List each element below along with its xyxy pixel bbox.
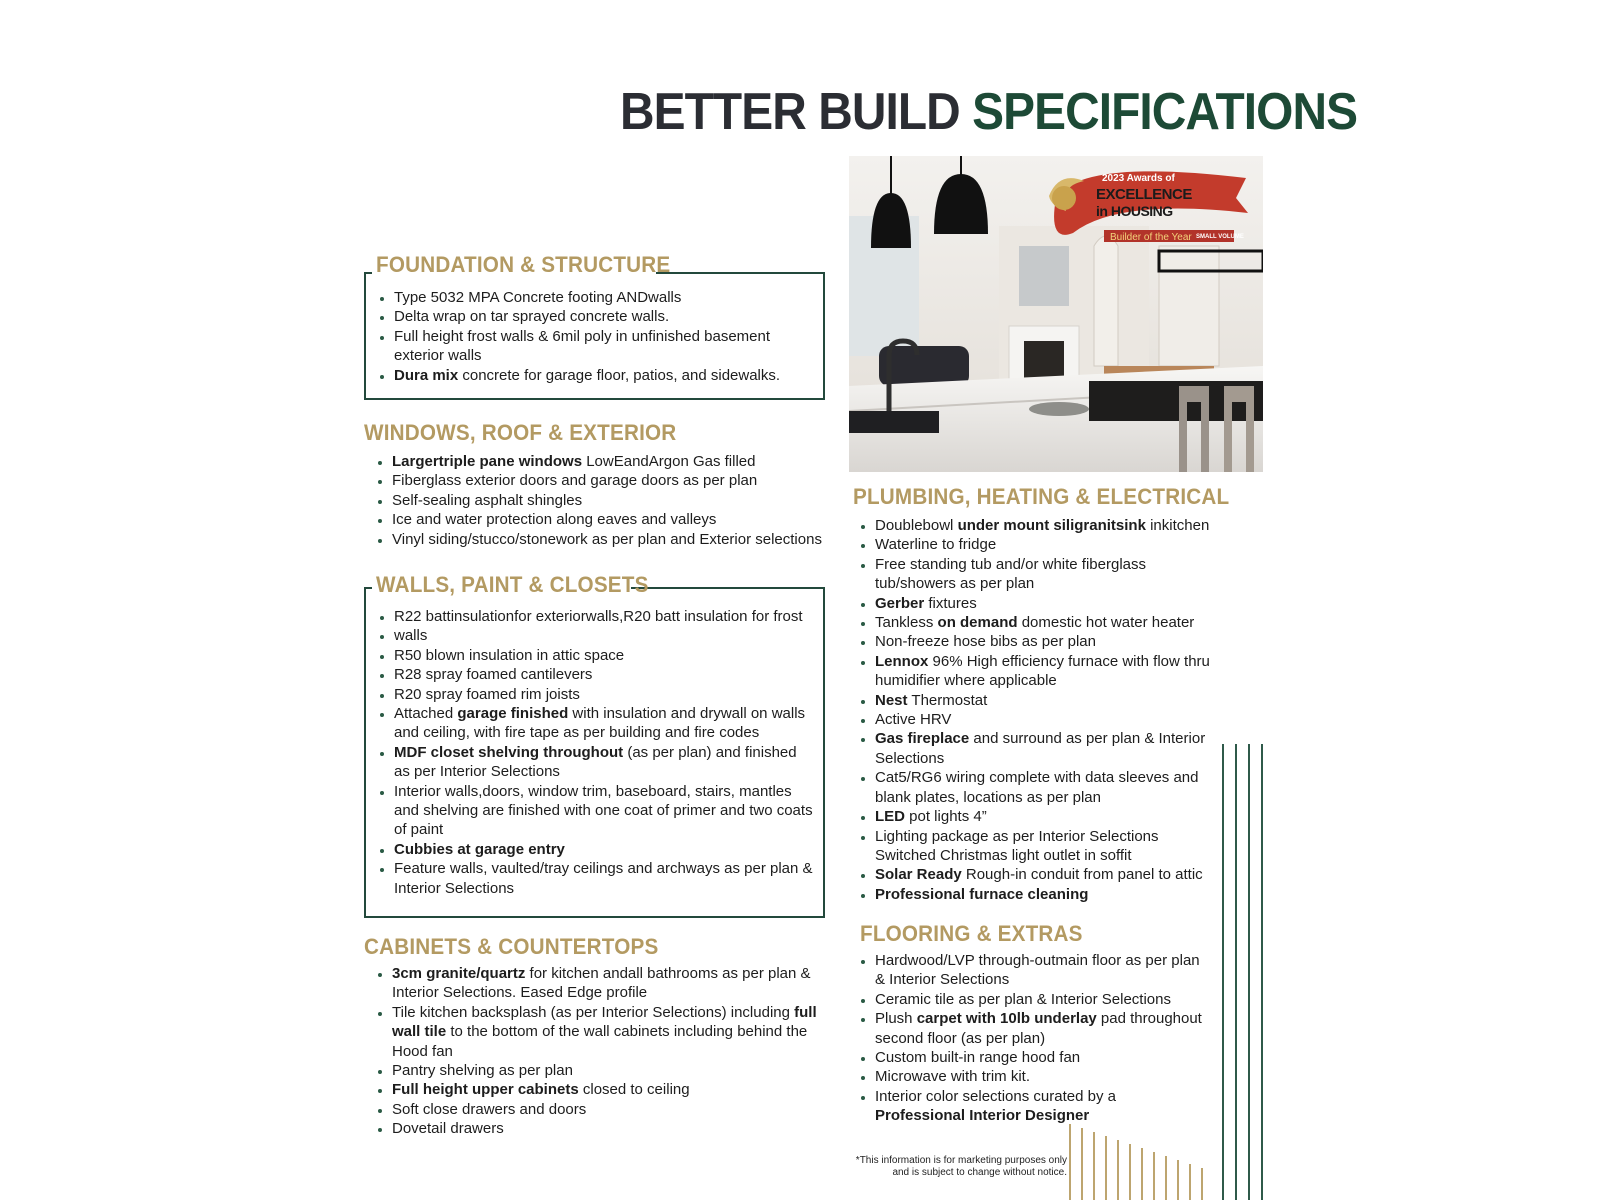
list-item: Attached garage finished with insulation and drywall on walls and ceiling, with fire tape as per building and fire codes bbox=[374, 704, 814, 743]
disclaimer-text: *This information is for marketing purposes only and is subject to change without notice. bbox=[855, 1155, 1067, 1178]
badge-line-1: 2023 Awards of bbox=[1102, 173, 1175, 184]
list-item: Professional furnace cleaning bbox=[855, 885, 1223, 904]
list-item: Largertriple pane windows LowEandArgon Gas filled bbox=[372, 452, 834, 471]
badge-line-2: EXCELLENCE bbox=[1096, 186, 1192, 203]
list-item: Full height frost walls & 6mil poly in unfinished basement exterior walls bbox=[374, 327, 814, 366]
list-item: Hardwood/LVP through-outmain floor as per plan & Interior Selections bbox=[855, 951, 1210, 990]
list-item: Lighting package as per Interior Selections Switched Christmas light outlet in soffit bbox=[855, 827, 1223, 866]
section-heading: PLUMBING, HEATING & ELECTRICAL bbox=[853, 484, 1230, 509]
list-item: Active HRV bbox=[855, 710, 1223, 729]
list-item: Nest Thermostat bbox=[855, 691, 1223, 710]
list-item: Dovetail drawers bbox=[372, 1119, 834, 1138]
list-item: Soft close drawers and doors bbox=[372, 1100, 834, 1119]
title-part-1: BETTER BUILD bbox=[620, 83, 960, 141]
list-item: 3cm granite/quartz for kitchen andall bathrooms as per plan & Interior Selections. Eased Edge profile bbox=[372, 964, 834, 1003]
cabinets-list bbox=[372, 964, 834, 1139]
flooring-list bbox=[855, 951, 1210, 1126]
list-item: Tile kitchen backsplash (as per Interior Selections) including full wall tile to the bottom of the wall cabinets including behind the Hood fan bbox=[372, 1003, 834, 1061]
list-item: R28 spray foamed cantilevers bbox=[374, 665, 814, 684]
badge-line-3: in HOUSING bbox=[1096, 203, 1173, 219]
list-item: Microwave with trim kit. bbox=[855, 1067, 1210, 1086]
list-item: Type 5032 MPA Concrete footing ANDwalls bbox=[374, 288, 814, 307]
section-heading: FLOORING & EXTRAS bbox=[860, 921, 1083, 946]
list-item: Ice and water protection along eaves and valleys bbox=[372, 510, 834, 529]
section-foundation bbox=[364, 252, 825, 400]
section-walls bbox=[364, 572, 825, 918]
list-item: Delta wrap on tar sprayed concrete walls. bbox=[374, 307, 814, 326]
list-item: Ceramic tile as per plan & Interior Selections bbox=[855, 990, 1210, 1009]
badge-line-4: Builder of the Year bbox=[1110, 232, 1192, 243]
title-part-2: SPECIFICATIONS bbox=[972, 83, 1358, 141]
list-item: Free standing tub and/or white fiberglass tub/showers as per plan bbox=[855, 555, 1223, 594]
section-plumbing bbox=[853, 484, 1230, 904]
plumbing-list bbox=[855, 516, 1223, 904]
list-item: Pantry shelving as per plan bbox=[372, 1061, 834, 1080]
award-badge bbox=[1044, 168, 1249, 250]
list-item: Gerber fixtures bbox=[855, 594, 1223, 613]
list-item: walls bbox=[374, 626, 814, 645]
list-item: R20 spray foamed rim joists bbox=[374, 685, 814, 704]
list-item: Feature walls, vaulted/tray ceilings and archways as per plan & Interior Selections bbox=[374, 859, 814, 898]
list-item: Doublebowl under mount siligranitsink inkitchen bbox=[855, 516, 1223, 535]
list-item: MDF closet shelving throughout (as per plan) and finished as per Interior Selections bbox=[374, 743, 814, 782]
section-heading: WINDOWS, ROOF & EXTERIOR bbox=[364, 420, 677, 445]
list-item: Interior color selections curated by a Professional Interior Designer bbox=[855, 1087, 1210, 1126]
list-item: Interior walls,doors, window trim, baseboard, stairs, mantles and shelving are finished with one coat of primer and two coats of paint bbox=[374, 782, 814, 840]
list-item: Cat5/RG6 wiring complete with data sleeves and blank plates, locations as per plan bbox=[855, 768, 1223, 807]
list-item: Vinyl siding/stucco/stonework as per plan and Exterior selections bbox=[372, 530, 834, 549]
kitchen-photo bbox=[849, 156, 1263, 472]
list-item: R22 battinsulationfor exteriorwalls,R20 batt insulation for frost bbox=[374, 607, 814, 626]
section-heading: CABINETS & COUNTERTOPS bbox=[364, 934, 659, 959]
list-item: Gas fireplace and surround as per plan & Interior Selections bbox=[855, 729, 1223, 768]
section-cabinets bbox=[364, 934, 834, 1139]
section-flooring bbox=[860, 921, 1210, 1126]
decorative-gold-lines bbox=[1060, 1120, 1260, 1200]
section-windows bbox=[364, 420, 834, 549]
list-item: Solar Ready Rough-in conduit from panel to attic bbox=[855, 865, 1223, 884]
walls-list bbox=[374, 607, 814, 898]
list-item: Self-sealing asphalt shingles bbox=[372, 491, 834, 510]
list-item: Lennox 96% High efficiency furnace with flow thru humidifier where applicable bbox=[855, 652, 1223, 691]
list-item: Waterline to fridge bbox=[855, 535, 1223, 554]
list-item: Fiberglass exterior doors and garage doors as per plan bbox=[372, 471, 834, 490]
list-item: R50 blown insulation in attic space bbox=[374, 646, 814, 665]
list-item: Custom built-in range hood fan bbox=[855, 1048, 1210, 1067]
list-item: LED pot lights 4” bbox=[855, 807, 1223, 826]
section-heading: WALLS, PAINT & CLOSETS bbox=[376, 572, 649, 597]
section-heading: FOUNDATION & STRUCTURE bbox=[376, 252, 671, 277]
windows-list bbox=[372, 452, 834, 549]
list-item: Dura mix concrete for garage floor, patios, and sidewalks. bbox=[374, 366, 814, 385]
list-item: Tankless on demand domestic hot water heater bbox=[855, 613, 1223, 632]
list-item: Non-freeze hose bibs as per plan bbox=[855, 632, 1223, 651]
foundation-list bbox=[374, 288, 814, 385]
badge-line-5: SMALL VOLUME bbox=[1196, 234, 1244, 240]
list-item: Cubbies at garage entry bbox=[374, 840, 814, 859]
list-item: Full height upper cabinets closed to ceiling bbox=[372, 1080, 834, 1099]
list-item: Plush carpet with 10lb underlay pad throughout second floor (as per plan) bbox=[855, 1009, 1210, 1048]
page-title bbox=[620, 82, 1357, 142]
